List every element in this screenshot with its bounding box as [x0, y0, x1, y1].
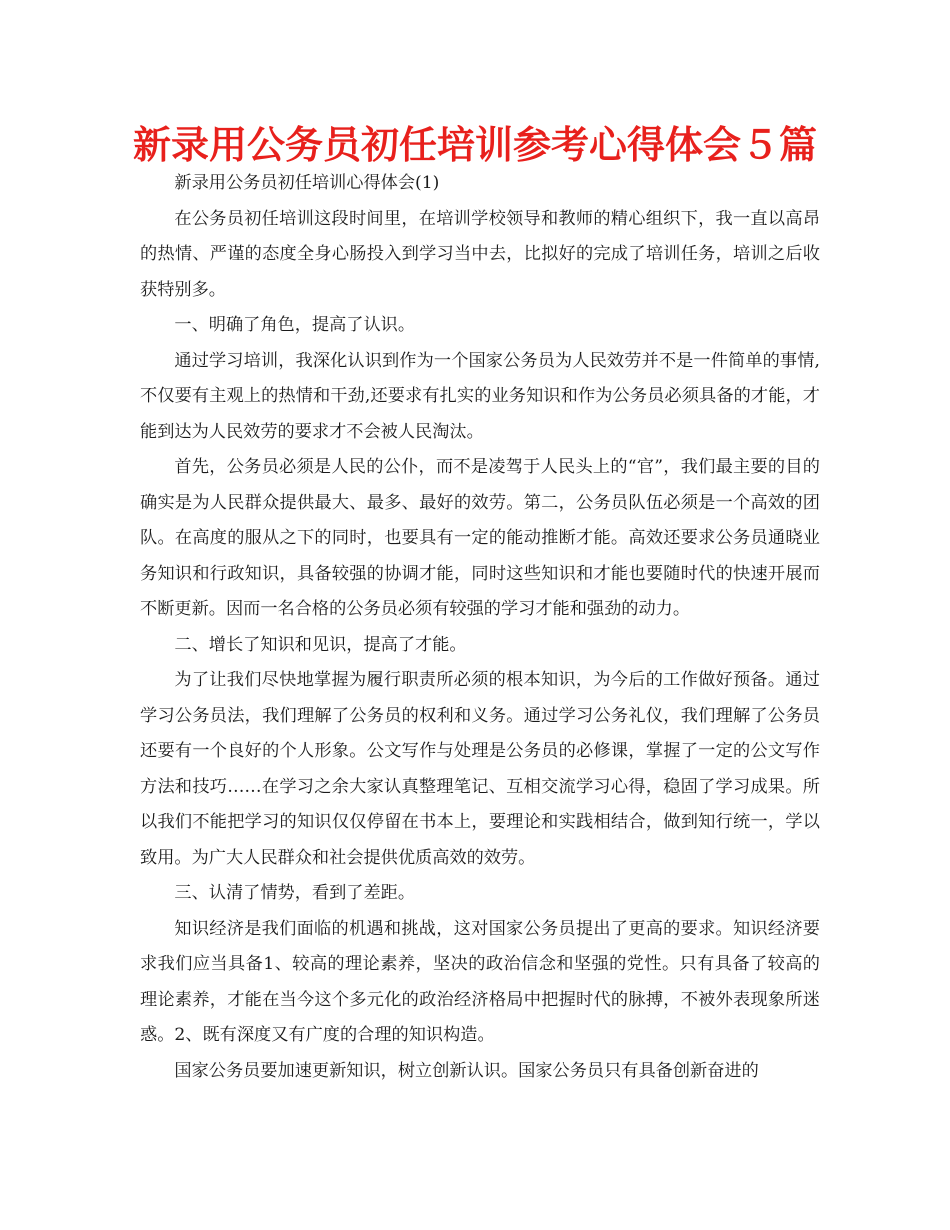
section-heading: 二、增长了知识和见识，提高了才能。 — [174, 634, 467, 655]
body-paragraph: 通过学习培训，我深化认识到作为一个国家公务员为人民效劳并不是一件简单的事情,不仅要有主观上的热情和干劲,还要求有扎实的业务知识和作为公务员必须具备的才能，才能到达为人民效劳的要求才不会被人民淘汰。 — [140, 350, 820, 442]
body-paragraph: 知识经济是我们面临的机遇和挑战，这对国家公务员提出了更高的要求。知识经济要求我们应当具备1、较高的理论素养，坚决的政治信念和坚强的党性。只有具备了较高的理论素养，才能在当今这个多元化的政治经济格局中把握时代的脉搏，不被外表现象所迷惑。2、既有深度又有广度的合理的知识构造。 — [140, 918, 820, 1045]
body-paragraph: 首先，公务员必须是人民的公仆，而不是凌驾于人民头上的“官”，我们最主要的目的确实是为人民群众提供最大、最多、最好的效劳。第二，公务员队伍必须是一个高效的团队。在高度的服从之下的同时，也要具有一定的能动推断才能。高效还要求公务员通晓业务知识和行政知识，具备较强的协调才能，同时这些知识和才能也要随时代的快速开展而不断更新。因而一名合格的公务员必须有较强的学习才能和强劲的动力。 — [140, 457, 820, 619]
document-body — [140, 166, 820, 1089]
section-heading: 一、明确了角色，提高了认识。 — [174, 315, 416, 335]
subtitle-paragraph: 新录用公务员初任培训心得体会(1) — [174, 173, 440, 193]
section-heading: 三、认清了情势，看到了差距。 — [174, 883, 416, 903]
body-paragraph: 在公务员初任培训这段时间里，在培训学校领导和教师的精心组织下，我一直以高昂的热情、严谨的态度全身心肠投入到学习当中去，比拟好的完成了培训任务，培训之后收获特别多。 — [140, 208, 820, 300]
body-paragraph: 国家公务员要加速更新知识，树立创新认识。国家公务员只有具备创新奋进的 — [174, 1060, 759, 1081]
body-paragraph: 为了让我们尽快地掌握为履行职责所必须的根本知识，为今后的工作做好预备。通过学习公务员法，我们理解了公务员的权利和义务。通过学习公务礼仪，我们理解了公务员还要有一个良好的个人形象。公文写作与处理是公务员的必修课，掌握了一定的公文写作方法和技巧……在学习之余大家认真整理笔记、互相交流学习心得，稳固了学习成果。所以我们不能把学习的知识仅仅停留在书本上，要理论和实践相结合，做到知行统一，学以致用。为广大人民群众和社会提供优质高效的效劳。 — [140, 670, 820, 868]
document-title: 新录用公务员初任培训参考心得体会５篇 — [132, 123, 817, 167]
